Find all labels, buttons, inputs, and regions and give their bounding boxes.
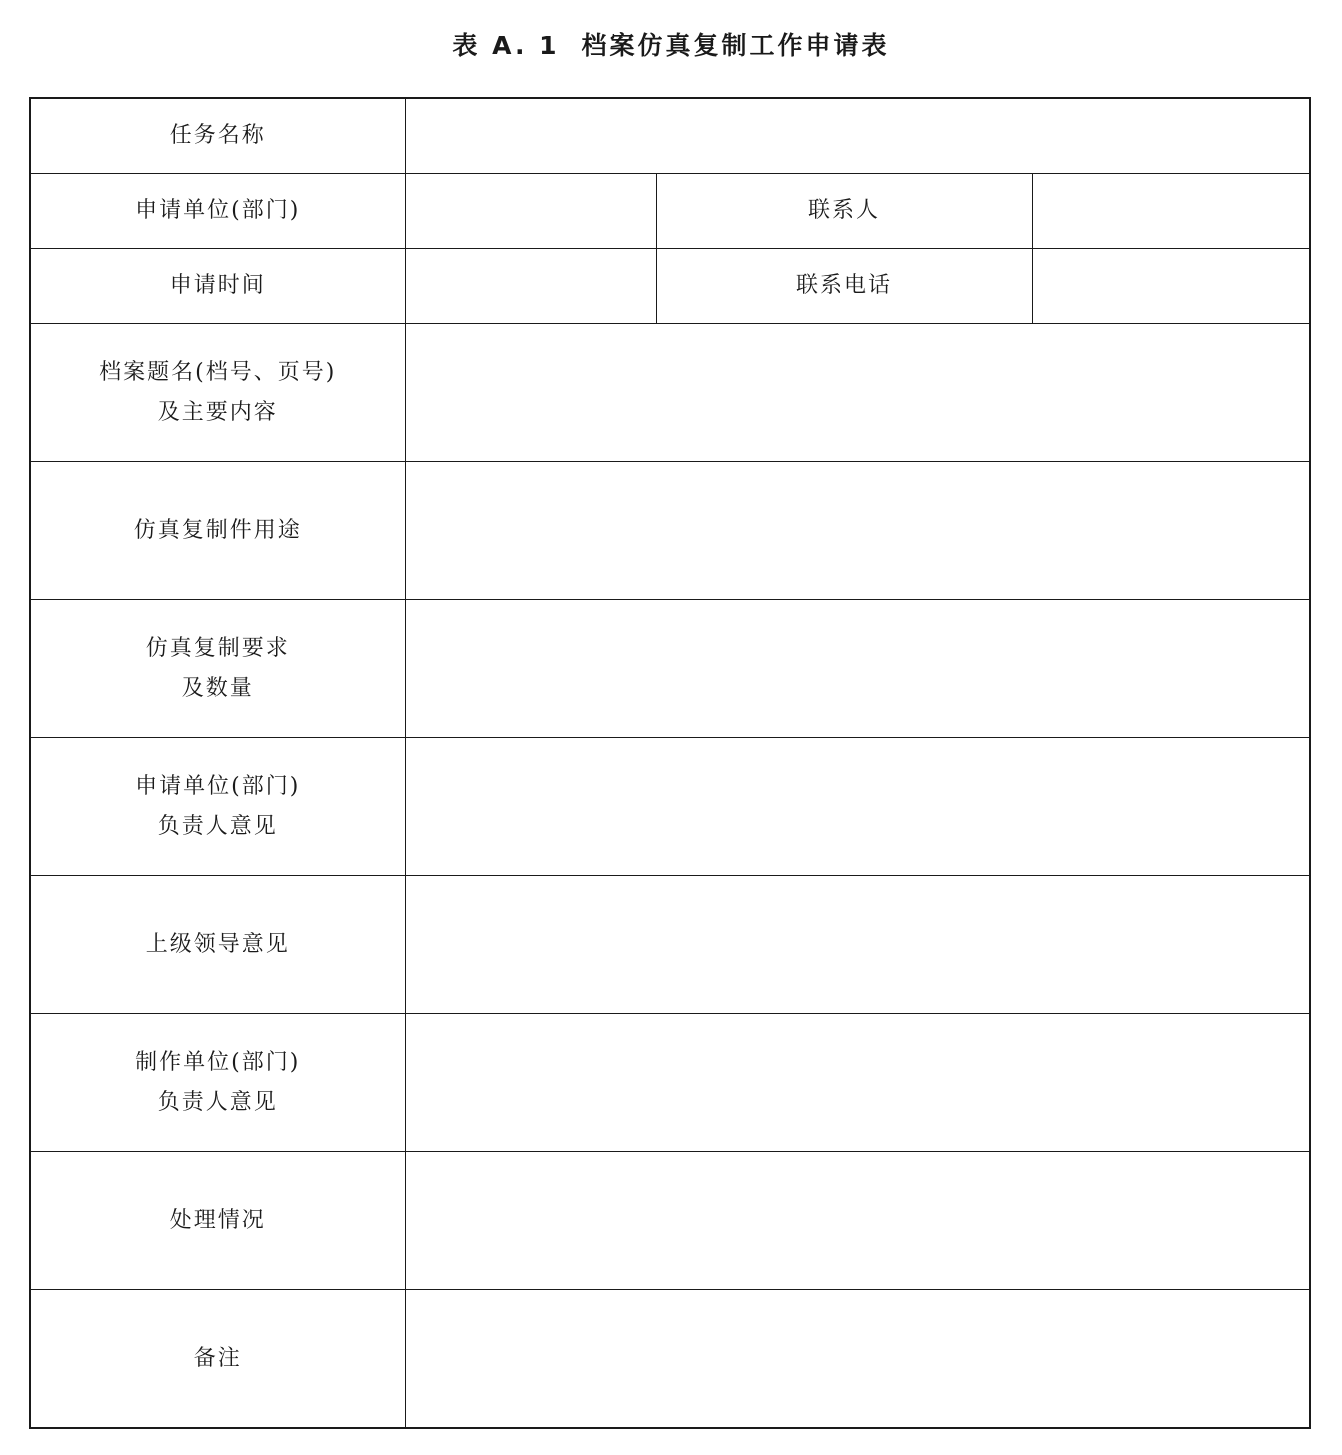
table-row [30,876,1310,1014]
label-archive-title: 档案题名(档号、页号) 及主要内容 [30,324,405,462]
contact-phone-field[interactable] [1032,249,1310,324]
table-row [30,174,1310,249]
table-row [30,1290,1310,1429]
form-title [0,26,1342,66]
label-remarks: 备注 [30,1290,405,1429]
label-contact-phone: 联系电话 [656,249,1032,324]
replica-requirements-field[interactable] [405,600,1310,738]
label-application-time: 申请时间 [30,249,405,324]
table-row [30,1152,1310,1290]
table-row [30,738,1310,876]
label-contact-person: 联系人 [656,174,1032,249]
application-time-field[interactable] [405,249,656,324]
label-superior-opinion: 上级领导意见 [30,876,405,1014]
label-task-name: 任务名称 [30,98,405,174]
remarks-field[interactable] [405,1290,1310,1429]
table-row [30,249,1310,324]
table-row [30,98,1310,174]
label-applicant-head-opinion: 申请单位(部门) 负责人意见 [30,738,405,876]
table-row [30,1014,1310,1152]
label-replica-requirements: 仿真复制要求 及数量 [30,600,405,738]
handling-status-field[interactable] [405,1152,1310,1290]
label-handling-status: 处理情况 [30,1152,405,1290]
contact-person-field[interactable] [1032,174,1310,249]
archive-title-field[interactable] [405,324,1310,462]
application-form-table [29,97,1311,1429]
label-replica-purpose: 仿真复制件用途 [30,462,405,600]
producer-head-opinion-field[interactable] [405,1014,1310,1152]
applicant-unit-field[interactable] [405,174,656,249]
label-producer-head-opinion: 制作单位(部门) 负责人意见 [30,1014,405,1152]
applicant-head-opinion-field[interactable] [405,738,1310,876]
table-number: 表 A. 1 [452,31,560,60]
superior-opinion-field[interactable] [405,876,1310,1014]
table-row [30,600,1310,738]
label-applicant-unit: 申请单位(部门) [30,174,405,249]
table-row [30,324,1310,462]
task-name-field[interactable] [405,98,1310,174]
table-title-text: 档案仿真复制工作申请表 [581,31,890,60]
table-row [30,462,1310,600]
replica-purpose-field[interactable] [405,462,1310,600]
